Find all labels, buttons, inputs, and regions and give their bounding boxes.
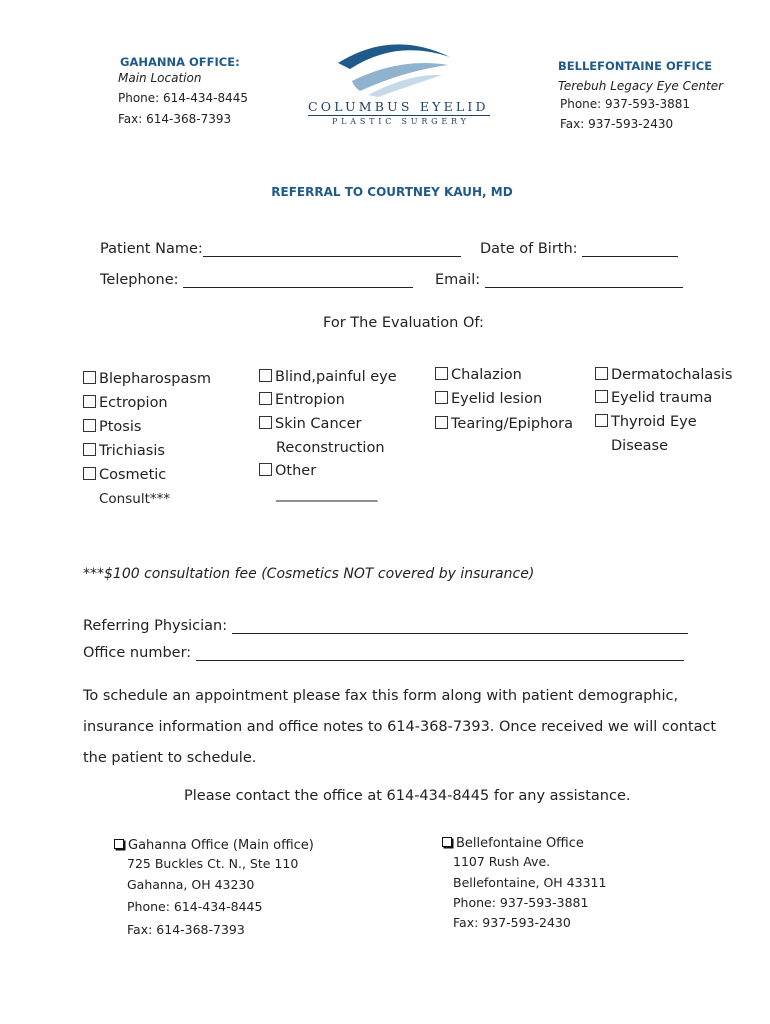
checkbox-icon[interactable] xyxy=(435,416,448,429)
checkbox-icon[interactable] xyxy=(83,371,96,384)
bellefontaine-office-fax: Fax: 937-593-2430 xyxy=(560,117,674,131)
instructions-line-1: To schedule an appointment please fax this form along with patient demographic, xyxy=(83,688,679,704)
checkbox-entropion[interactable]: Entropion xyxy=(259,392,345,408)
checkbox-chalazion[interactable]: Chalazion xyxy=(435,367,522,383)
referring-physician-field[interactable] xyxy=(83,618,688,634)
bellefontaine-office-title: BELLEFONTAINE OFFICE xyxy=(558,59,713,73)
footer-bellefontaine-address1: 1107 Rush Ave. xyxy=(453,854,551,869)
cosmetic-consult-label: Consult*** xyxy=(99,491,171,507)
bellefontaine-office-phone: Phone: 937-593-3881 xyxy=(560,97,691,111)
checkbox-tearing-epiphora[interactable]: Tearing/Epiphora xyxy=(435,416,573,432)
checkbox-icon[interactable] xyxy=(595,390,608,403)
checkbox-ectropion[interactable]: Ectropion xyxy=(83,395,168,411)
checkbox-icon[interactable] xyxy=(595,414,608,427)
gahanna-office-phone: Phone: 614-434-8445 xyxy=(118,91,249,105)
footer-gahanna-address1: 725 Buckles Ct. N., Ste 110 xyxy=(127,856,299,871)
checkbox-skin-cancer[interactable]: Skin Cancer xyxy=(259,416,361,432)
checkbox-thyroid-eye[interactable]: Thyroid Eye xyxy=(595,414,697,430)
footer-bellefontaine-address2: Bellefontaine, OH 43311 xyxy=(453,875,607,890)
patient-name-line[interactable] xyxy=(203,242,461,257)
gahanna-office-subtitle: Main Location xyxy=(118,71,202,85)
checkbox-icon[interactable] xyxy=(259,369,272,382)
box-bullet-icon xyxy=(114,839,124,849)
checkbox-other[interactable]: Other xyxy=(259,463,316,479)
practice-logo xyxy=(300,35,500,130)
form-title: REFERRAL TO COURTNEY KAUH, MD xyxy=(271,185,513,199)
email-field[interactable] xyxy=(435,272,683,288)
footer-gahanna-phone: Phone: 614-434-8445 xyxy=(127,899,263,914)
instructions-line-2: insurance information and office notes to 614-368-7393. Once received we will contact xyxy=(83,719,717,735)
checkbox-eyelid-trauma[interactable]: Eyelid trauma xyxy=(595,390,712,406)
checkbox-icon[interactable] xyxy=(259,416,272,429)
footer-gahanna-address2: Gahanna, OH 43230 xyxy=(127,877,255,892)
telephone-line[interactable] xyxy=(183,273,413,288)
office-number-field[interactable] xyxy=(83,645,684,661)
telephone-field[interactable] xyxy=(100,272,413,288)
footer-gahanna-fax: Fax: 614-368-7393 xyxy=(127,922,245,937)
checkbox-icon[interactable] xyxy=(595,367,608,380)
checkbox-icon[interactable] xyxy=(435,367,448,380)
checkbox-icon[interactable] xyxy=(259,463,272,476)
referring-physician-label: Referring Physician: xyxy=(83,618,228,634)
other-specify-line[interactable]: ______________ xyxy=(276,486,378,502)
gahanna-office-title: GAHANNA OFFICE: xyxy=(120,55,240,69)
checkbox-dermatochalasis[interactable]: Dermatochalasis xyxy=(595,367,732,383)
checkbox-icon[interactable] xyxy=(259,392,272,405)
checkbox-icon[interactable] xyxy=(83,395,96,408)
dob-field[interactable] xyxy=(480,241,678,257)
logo-text-main: COLUMBUS EYELID xyxy=(308,99,489,114)
logo-text-sub: PLASTIC SURGERY xyxy=(332,117,470,126)
skin-cancer-reconstruction-label: Reconstruction xyxy=(276,440,385,456)
referring-physician-line[interactable] xyxy=(232,619,688,634)
office-number-line[interactable] xyxy=(196,646,684,661)
gahanna-office-fax: Fax: 614-368-7393 xyxy=(118,112,232,126)
email-label: Email: xyxy=(435,272,481,288)
instructions-line-3: the patient to schedule. xyxy=(83,750,257,766)
email-line[interactable] xyxy=(485,273,683,288)
checkbox-blepharospasm[interactable]: Blepharospasm xyxy=(83,371,211,387)
patient-name-field[interactable] xyxy=(100,241,461,257)
box-bullet-icon xyxy=(442,837,452,847)
checkbox-icon[interactable] xyxy=(435,391,448,404)
footer-bellefontaine-title: Bellefontaine Office xyxy=(442,836,584,851)
dob-line[interactable] xyxy=(582,242,678,257)
dob-label: Date of Birth: xyxy=(480,241,578,257)
footer-bellefontaine-fax: Fax: 937-593-2430 xyxy=(453,915,571,930)
consultation-fee-note: ***$100 consultation fee (Cosmetics NOT covered by insurance) xyxy=(83,566,535,582)
footer-bellefontaine-phone: Phone: 937-593-3881 xyxy=(453,895,589,910)
checkbox-eyelid-lesion[interactable]: Eyelid lesion xyxy=(435,391,542,407)
checkbox-ptosis[interactable]: Ptosis xyxy=(83,419,141,435)
checkbox-icon[interactable] xyxy=(83,443,96,456)
checkbox-cosmetic[interactable]: Cosmetic xyxy=(83,467,166,483)
contact-assistance-line: Please contact the office at 614-434-8445 for any assistance. xyxy=(184,788,631,804)
footer-gahanna-title: Gahanna Office (Main office) xyxy=(114,838,314,853)
telephone-label: Telephone: xyxy=(100,272,179,288)
bellefontaine-office-subtitle: Terebuh Legacy Eye Center xyxy=(558,79,724,93)
patient-name-label: Patient Name: xyxy=(100,241,203,257)
checkbox-icon[interactable] xyxy=(83,419,96,432)
checkbox-blind-painful-eye[interactable]: Blind,painful eye xyxy=(259,369,397,385)
thyroid-eye-disease-label: Disease xyxy=(611,438,669,454)
checkbox-icon[interactable] xyxy=(83,467,96,480)
office-number-label: Office number: xyxy=(83,645,192,661)
checkbox-trichiasis[interactable]: Trichiasis xyxy=(83,443,165,459)
evaluation-heading: For The Evaluation Of: xyxy=(323,315,484,331)
